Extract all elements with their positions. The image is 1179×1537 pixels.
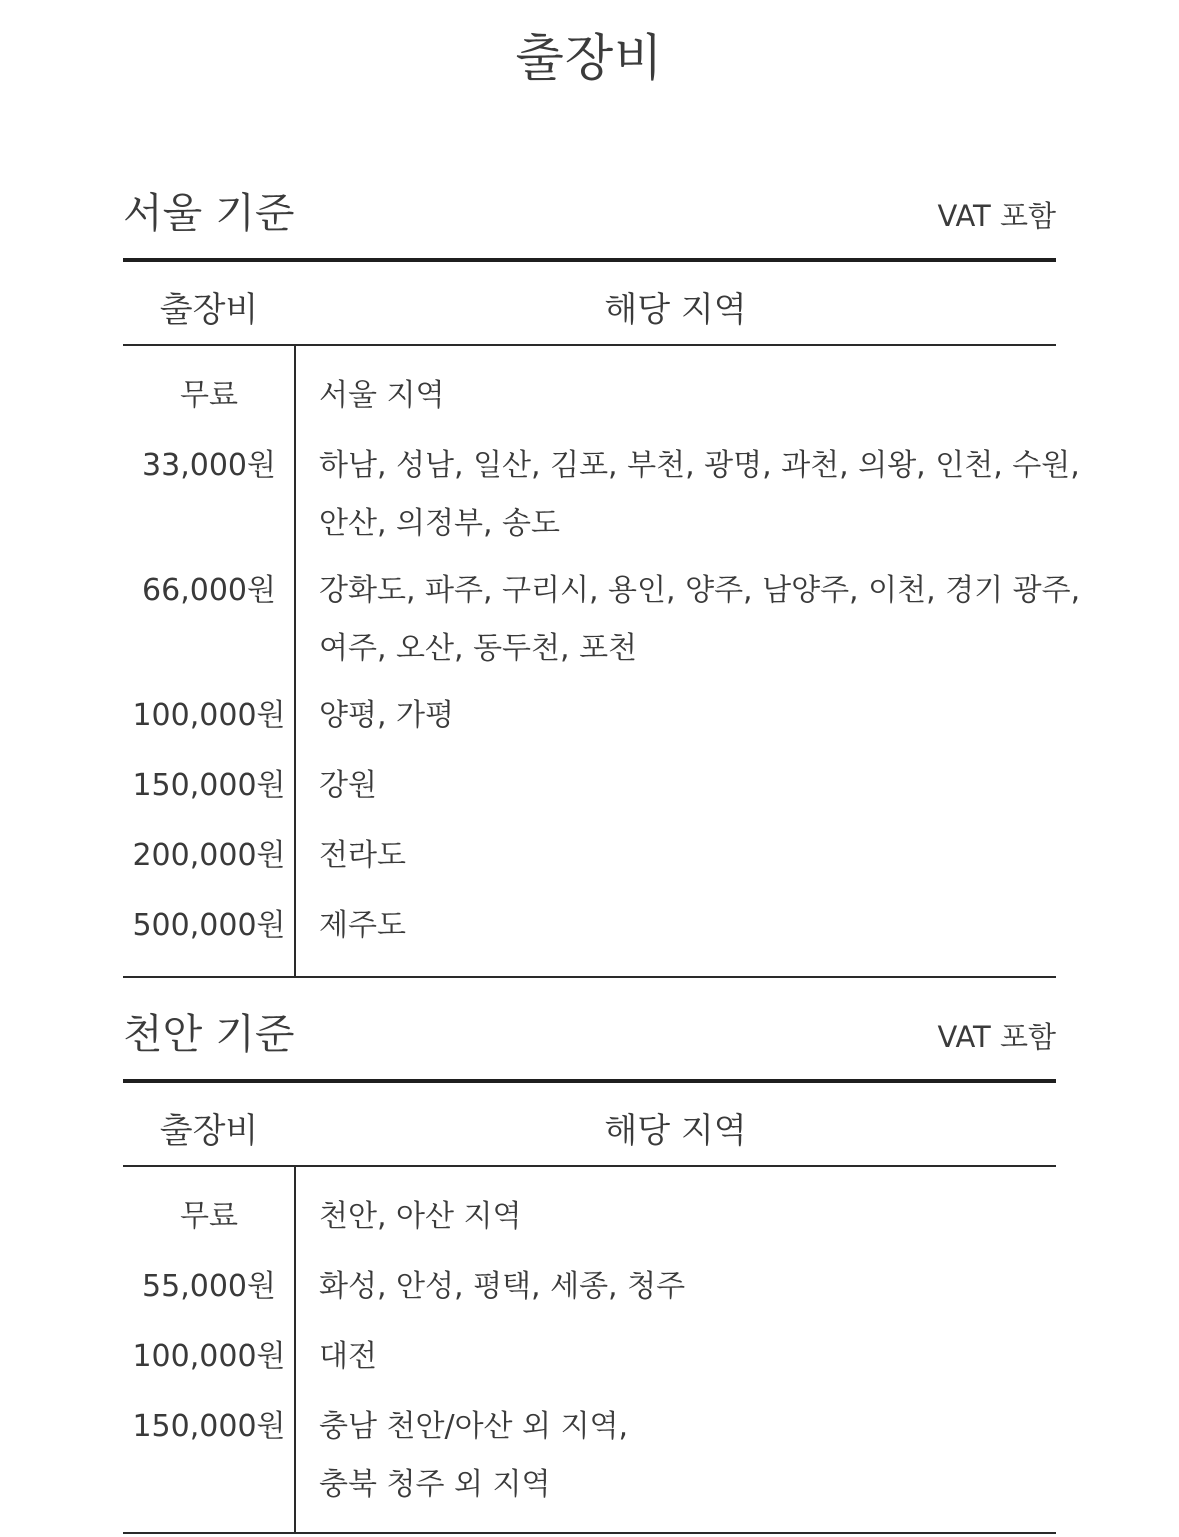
table-row — [123, 1395, 1056, 1514]
region-line: 제주도 — [319, 908, 406, 943]
region-line: 서울 지역 — [319, 378, 445, 413]
vat-note: VAT 포함 — [937, 1020, 1056, 1054]
region-line: 강원 — [319, 768, 377, 803]
fee-cell: 150,000원 — [132, 1409, 286, 1444]
fee-cell: 100,000원 — [132, 698, 286, 733]
region-line: 충남 천안/아산 외 지역, — [319, 1409, 629, 1444]
fee-cell: 66,000원 — [142, 573, 276, 608]
table-body — [123, 346, 1081, 976]
region-line: 전라도 — [319, 838, 406, 873]
table-body — [123, 1167, 1056, 1532]
region-line: 강화도, 파주, 구리시, 용인, 양주, 남양주, 이천, 경기 광주, — [319, 573, 1081, 608]
section-cheonan — [123, 997, 1056, 1534]
region-cell — [295, 1255, 1056, 1316]
region-cell — [295, 1395, 1056, 1514]
table-row — [123, 824, 1056, 888]
region-line: 충북 청주 외 지역 — [319, 1467, 551, 1502]
fee-cell: 무료 — [180, 1199, 238, 1234]
fee-cell: 55,000원 — [142, 1269, 276, 1304]
table-header — [123, 1083, 1056, 1165]
region-cell — [295, 559, 1080, 678]
section-title: 서울 기준 — [123, 189, 295, 237]
section-title: 천안 기준 — [123, 1010, 295, 1058]
table-row — [123, 1255, 1056, 1319]
region-cell — [295, 1185, 1056, 1246]
table-row — [123, 684, 1056, 748]
region-cell — [295, 824, 1056, 885]
table-row — [123, 434, 1080, 553]
table-bottom-rule — [123, 1532, 1056, 1534]
column-header-fee: 출장비 — [159, 1111, 259, 1151]
fee-cell: 100,000원 — [132, 1339, 286, 1374]
fee-cell: 200,000원 — [132, 838, 286, 873]
table-row — [123, 559, 1081, 678]
table-row — [123, 364, 1056, 428]
vat-note: VAT 포함 — [937, 199, 1056, 233]
section-seoul — [123, 176, 1081, 978]
table-bottom-rule — [123, 976, 1056, 978]
page-title: 출장비 — [515, 29, 664, 87]
region-cell — [295, 1325, 1056, 1386]
region-cell — [295, 894, 1056, 955]
region-line: 화성, 안성, 평택, 세종, 청주 — [319, 1269, 686, 1304]
region-line: 안산, 의정부, 송도 — [319, 506, 561, 541]
fee-cell: 150,000원 — [132, 768, 286, 803]
region-line: 여주, 오산, 동두천, 포천 — [319, 631, 638, 666]
table-row — [123, 1185, 1056, 1249]
region-line: 천안, 아산 지역 — [319, 1199, 522, 1234]
region-line: 양평, 가평 — [319, 698, 454, 733]
column-header-region: 해당 지역 — [604, 1111, 747, 1151]
table-row — [123, 894, 1056, 958]
section-header — [123, 176, 1056, 258]
region-line: 하남, 성남, 일산, 김포, 부천, 광명, 과천, 의왕, 인천, 수원, — [319, 448, 1080, 483]
table-header — [123, 262, 1056, 344]
region-cell — [295, 434, 1080, 553]
table-row — [123, 754, 1056, 818]
region-cell — [295, 364, 1056, 425]
region-cell — [295, 754, 1056, 815]
table-row — [123, 1325, 1056, 1389]
column-header-fee: 출장비 — [159, 290, 259, 330]
column-header-region: 해당 지역 — [604, 290, 747, 330]
fee-cell: 무료 — [180, 378, 238, 413]
region-cell — [295, 684, 1056, 745]
region-line: 대전 — [319, 1339, 377, 1374]
fee-cell: 33,000원 — [142, 448, 276, 483]
section-header — [123, 997, 1056, 1079]
fee-cell: 500,000원 — [132, 908, 286, 943]
